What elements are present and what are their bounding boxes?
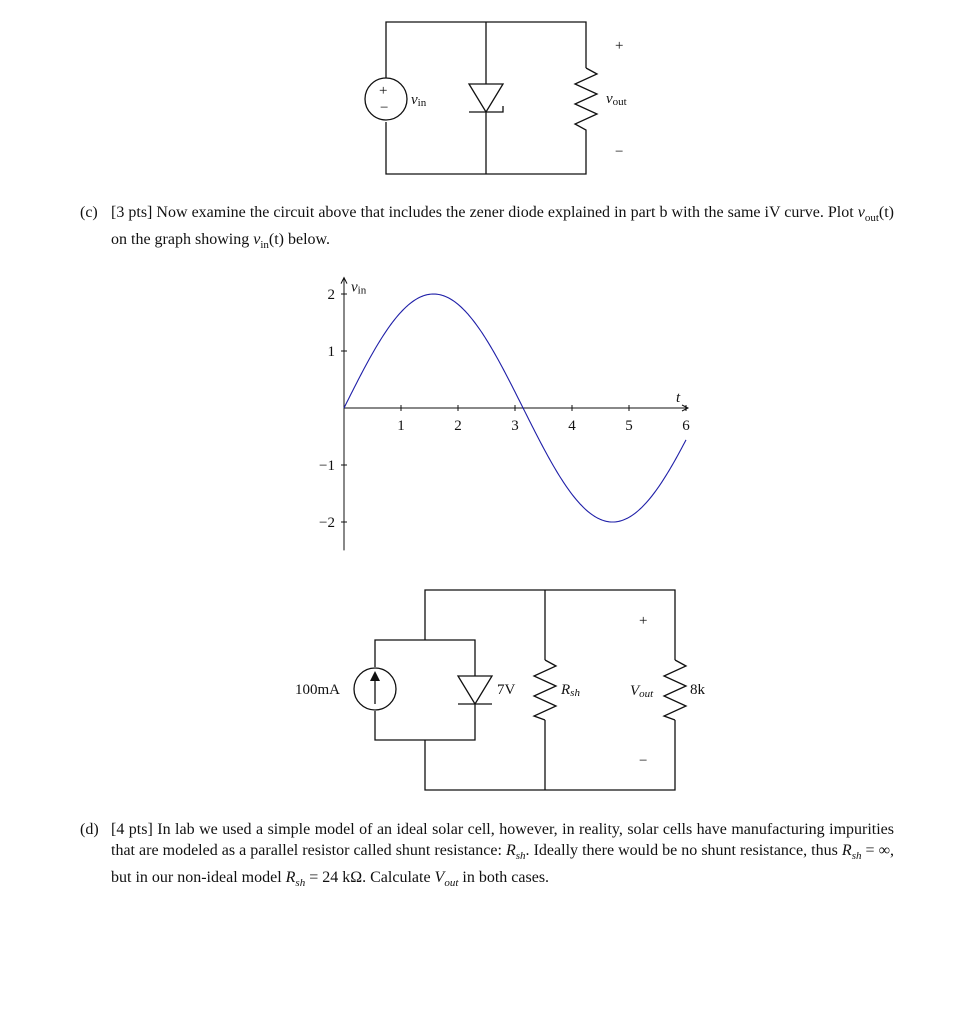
vin-symbol: v (253, 231, 261, 249)
load-label: 8k (690, 682, 705, 698)
current-source-label: 100mA (295, 682, 340, 698)
vout-symbol-d: V (434, 869, 445, 887)
x-axis-label: t (676, 390, 681, 406)
x-tick-label: 6 (682, 418, 690, 434)
rsh-sub-3: sh (295, 877, 306, 890)
rsh-sub-2: sh (851, 850, 862, 863)
vout-label: vout (606, 91, 627, 108)
part-c-pts: [3 pts] (111, 204, 153, 221)
rsh-symbol-2: R (841, 842, 852, 859)
rsh-symbol-1: R (505, 842, 516, 859)
y-tick-label: −1 (319, 458, 335, 474)
vin-plot (0, 258, 955, 558)
vout-plus: + (615, 38, 624, 54)
resistor (575, 68, 597, 132)
vout-sub: out (864, 212, 879, 225)
y-tick-label: 2 (327, 287, 335, 303)
vout-sub-d: out (444, 877, 459, 890)
rsh-label: Rsh (561, 682, 580, 699)
part-d-text-1: In lab we used a simple model of an ideal solar cell, however, in reality, solar cells have manufacturing impurities that are modeled as a parallel resistor called shunt resistance: (111, 821, 895, 859)
y-tick-label: −2 (319, 515, 335, 531)
vout-symbol: v (857, 204, 865, 221)
zener-diode-2 (458, 676, 492, 704)
vin-label: vin (411, 92, 427, 109)
zener-diode (469, 84, 503, 112)
arrow-up-icon (370, 671, 380, 681)
vout2-minus: − (639, 753, 648, 769)
x-tick-label: 2 (454, 418, 462, 434)
circuit-2 (0, 580, 955, 800)
part-d-pts: [4 pts] (111, 821, 153, 838)
y-tick-label: 1 (327, 344, 335, 360)
x-tick-label: 1 (397, 418, 405, 434)
part-d-text-2: . Ideally there would be no shunt resistance, thus (525, 842, 842, 859)
load-resistor (664, 660, 686, 720)
part-d-text-3: , but in our non-ideal model (111, 842, 895, 887)
shunt-resistor (534, 660, 556, 720)
part-c-text-2: (t) on the graph showing (111, 204, 895, 249)
part-c (80, 202, 894, 256)
vout-minus: − (615, 144, 624, 160)
x-tick-label: 5 (625, 418, 633, 434)
rsh-symbol-3: R (285, 869, 296, 887)
circuit-1 (0, 0, 955, 190)
part-c-label: (c) (80, 204, 98, 221)
zener-label: 7V (497, 682, 516, 698)
part-c-text-3: (t) below. (268, 231, 331, 249)
x-tick-label: 3 (511, 418, 519, 434)
eq-24k: = 24 kΩ (309, 869, 363, 887)
vout2-label: Vout (630, 683, 654, 700)
eq-infinity: = ∞ (865, 842, 891, 859)
rsh-sub-1: sh (515, 850, 526, 863)
part-c-text-1: Now examine the circuit above that includes the zener diode explained in part b with the same iV curve. Plot (156, 204, 858, 221)
part-d-label: (d) (80, 821, 99, 838)
part-d-text-5: in both cases. (458, 869, 550, 887)
part-d-text-4: . Calculate (362, 869, 435, 887)
x-tick-label: 4 (568, 418, 576, 434)
vin-sub: in (260, 239, 269, 252)
vout2-plus: + (639, 613, 648, 629)
part-d (80, 819, 894, 894)
source-plus: + (379, 83, 388, 99)
y-axis-label: vin (351, 279, 367, 297)
source-minus: − (380, 100, 389, 116)
